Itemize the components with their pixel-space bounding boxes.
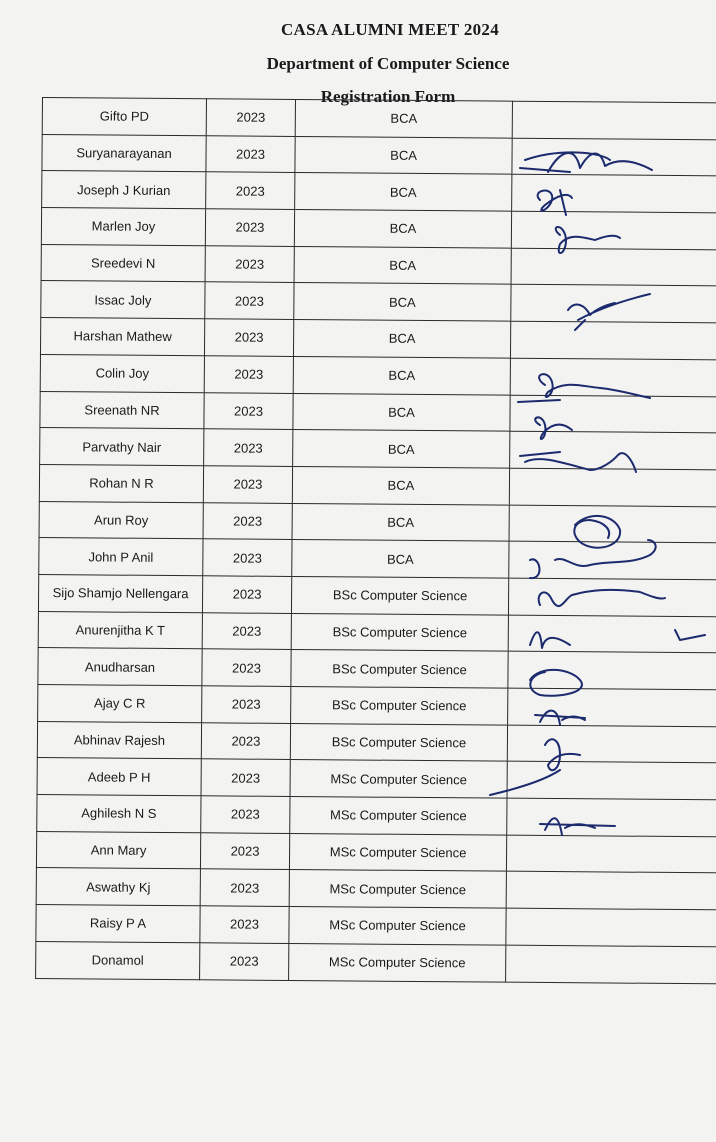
table-row bbox=[38, 684, 716, 726]
year-cell: 2023 bbox=[200, 833, 289, 870]
signature-cell bbox=[507, 798, 716, 836]
year-cell: 2023 bbox=[202, 612, 291, 649]
year-cell: 2023 bbox=[200, 943, 289, 980]
year-cell: 2023 bbox=[204, 356, 293, 393]
table-row bbox=[42, 98, 716, 140]
signature-cell bbox=[509, 468, 716, 506]
course-cell: MSc Computer Science bbox=[289, 870, 506, 908]
table-row bbox=[41, 244, 716, 286]
name-cell: John P Anil bbox=[39, 538, 203, 576]
year-cell: 2023 bbox=[204, 429, 293, 466]
name-cell: Anudharsan bbox=[38, 648, 202, 686]
name-cell: Raisy P A bbox=[36, 905, 200, 943]
course-cell: BCA bbox=[295, 99, 512, 137]
name-cell: Gifto PD bbox=[42, 98, 206, 136]
year-cell: 2023 bbox=[205, 282, 294, 319]
course-cell: MSc Computer Science bbox=[290, 797, 507, 835]
signature-cell bbox=[511, 285, 716, 323]
year-cell: 2023 bbox=[203, 466, 292, 503]
signature-cell bbox=[506, 908, 716, 946]
year-cell: 2023 bbox=[201, 722, 290, 759]
name-cell: Abhinav Rajesh bbox=[37, 721, 201, 759]
name-cell: Ajay C R bbox=[38, 684, 202, 722]
name-cell: Adeeb P H bbox=[37, 758, 201, 796]
signature-cell bbox=[508, 651, 716, 689]
year-cell: 2023 bbox=[202, 649, 291, 686]
name-cell: Arun Roy bbox=[39, 501, 203, 539]
name-cell: Harshan Mathew bbox=[40, 318, 204, 356]
table-row bbox=[38, 574, 716, 616]
year-cell: 2023 bbox=[204, 319, 293, 356]
table-row bbox=[41, 281, 716, 323]
year-cell: 2023 bbox=[205, 246, 294, 283]
year-cell: 2023 bbox=[206, 172, 295, 209]
signature-cell bbox=[512, 175, 716, 213]
name-cell: Sreenath NR bbox=[40, 391, 204, 429]
table-row bbox=[41, 208, 716, 250]
year-cell: 2023 bbox=[202, 576, 291, 613]
signature-cell bbox=[510, 358, 716, 396]
course-cell: MSc Computer Science bbox=[289, 833, 506, 871]
form-title: Registration Form bbox=[320, 87, 456, 106]
name-cell: Rohan N R bbox=[39, 464, 203, 502]
signature-cell bbox=[506, 835, 716, 873]
name-cell: Sijo Shamjo Nellengara bbox=[38, 574, 202, 612]
table-row bbox=[37, 758, 716, 800]
year-cell: 2023 bbox=[201, 796, 290, 833]
name-cell: Ann Mary bbox=[36, 831, 200, 869]
year-cell: 2023 bbox=[204, 392, 293, 429]
signature-cell bbox=[509, 505, 716, 543]
year-cell: 2023 bbox=[206, 99, 295, 136]
course-cell: BCA bbox=[293, 393, 510, 431]
year-cell: 2023 bbox=[206, 135, 295, 172]
course-cell: BCA bbox=[292, 540, 509, 578]
table-row bbox=[42, 171, 716, 213]
year-cell: 2023 bbox=[201, 759, 290, 796]
event-title: CASA ALUMNI MEET 2024 bbox=[280, 20, 500, 39]
table-row bbox=[40, 354, 716, 396]
name-cell: Anurenjitha K T bbox=[38, 611, 202, 649]
course-cell: BCA bbox=[292, 466, 509, 504]
name-cell: Marlen Joy bbox=[41, 208, 205, 246]
table-row bbox=[36, 941, 716, 983]
signature-cell bbox=[512, 101, 716, 139]
name-cell: Issac Joly bbox=[41, 281, 205, 319]
year-cell: 2023 bbox=[200, 869, 289, 906]
signature-cell bbox=[508, 688, 716, 726]
table-row bbox=[37, 795, 716, 837]
course-cell: BSc Computer Science bbox=[290, 723, 507, 761]
name-cell: Aswathy Kj bbox=[36, 868, 200, 906]
course-cell: BSc Computer Science bbox=[291, 650, 508, 688]
course-cell: BCA bbox=[292, 503, 509, 541]
course-cell: MSc Computer Science bbox=[290, 760, 507, 798]
table-row bbox=[39, 501, 716, 543]
year-cell: 2023 bbox=[202, 686, 291, 723]
table-row bbox=[42, 134, 716, 176]
table-row bbox=[40, 318, 716, 360]
table-row bbox=[36, 905, 716, 947]
department-title: Department of Computer Science bbox=[266, 54, 510, 73]
signature-cell bbox=[507, 725, 716, 763]
signature-cell bbox=[511, 211, 716, 249]
registration-table bbox=[35, 97, 716, 984]
year-cell: 2023 bbox=[200, 906, 289, 943]
signature-cell bbox=[506, 872, 716, 910]
name-cell: Donamol bbox=[36, 941, 200, 979]
signature-cell bbox=[507, 762, 716, 800]
course-cell: BCA bbox=[293, 356, 510, 394]
table-row bbox=[39, 464, 716, 506]
signature-cell bbox=[508, 578, 716, 616]
course-cell: BSc Computer Science bbox=[291, 576, 508, 614]
course-cell: BSc Computer Science bbox=[291, 686, 508, 724]
name-cell: Aghilesh N S bbox=[37, 795, 201, 833]
table-row bbox=[36, 868, 716, 910]
year-cell: 2023 bbox=[205, 209, 294, 246]
course-cell: MSc Computer Science bbox=[289, 943, 506, 981]
table-row bbox=[38, 611, 716, 653]
course-cell: MSc Computer Science bbox=[289, 907, 506, 945]
course-cell: BCA bbox=[293, 320, 510, 358]
course-cell: BCA bbox=[295, 136, 512, 174]
table-row bbox=[37, 721, 716, 763]
signature-cell bbox=[508, 615, 716, 653]
name-cell: Parvathy Nair bbox=[40, 428, 204, 466]
signature-cell bbox=[509, 541, 716, 579]
course-cell: BCA bbox=[294, 283, 511, 321]
signature-cell bbox=[506, 945, 716, 983]
name-cell: Sreedevi N bbox=[41, 244, 205, 282]
signature-cell bbox=[510, 321, 716, 359]
table-row bbox=[40, 428, 716, 470]
course-cell: BCA bbox=[294, 210, 511, 248]
table-row bbox=[36, 831, 716, 873]
signature-cell bbox=[512, 138, 716, 176]
table-row bbox=[40, 391, 716, 433]
name-cell: Colin Joy bbox=[40, 354, 204, 392]
signature-cell bbox=[511, 248, 716, 286]
year-cell: 2023 bbox=[203, 502, 292, 539]
name-cell: Suryanarayanan bbox=[42, 134, 206, 172]
course-cell: BCA bbox=[294, 246, 511, 284]
name-cell: Joseph J Kurian bbox=[42, 171, 206, 209]
signature-cell bbox=[510, 395, 716, 433]
year-cell: 2023 bbox=[203, 539, 292, 576]
course-cell: BCA bbox=[295, 173, 512, 211]
registration-sheet bbox=[35, 97, 716, 984]
signature-cell bbox=[510, 431, 716, 469]
course-cell: BCA bbox=[293, 430, 510, 468]
course-cell: BSc Computer Science bbox=[291, 613, 508, 651]
table-row bbox=[39, 538, 716, 580]
table-row bbox=[38, 648, 716, 690]
